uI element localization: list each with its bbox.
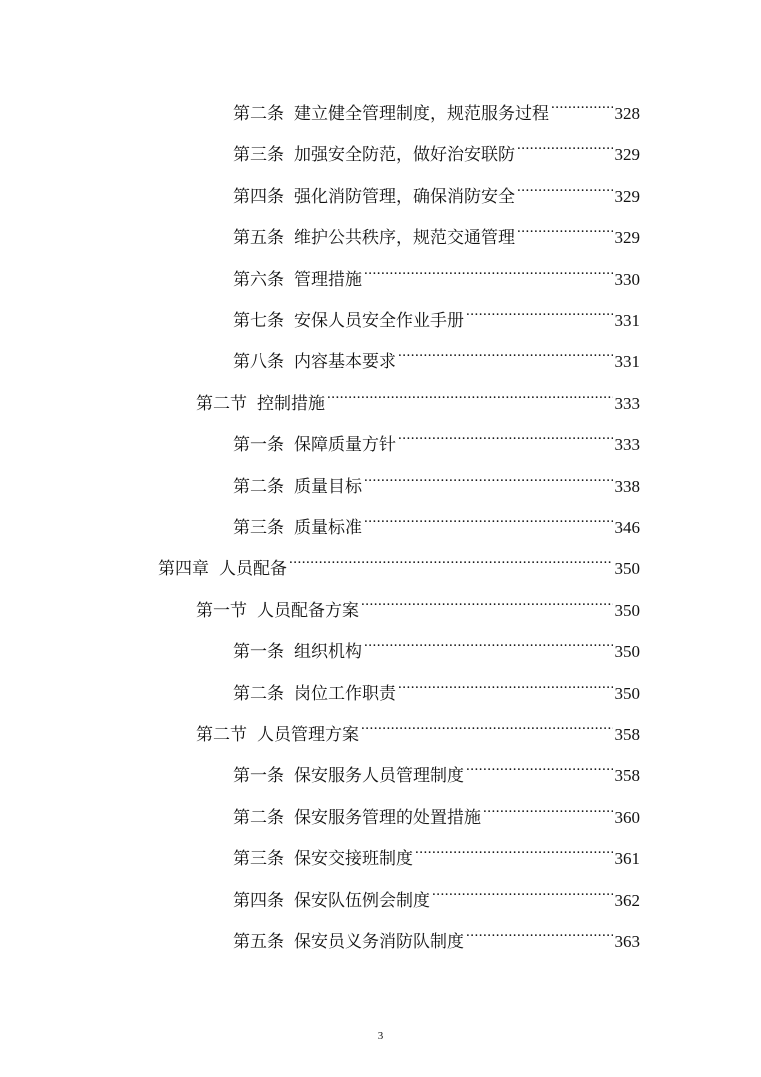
- toc-entry-number: 第八条: [233, 352, 284, 373]
- toc-entry-page: 330: [614, 269, 640, 289]
- toc-entry-number: 第一节: [196, 600, 247, 621]
- toc-entry-page: 350: [614, 642, 640, 662]
- toc-entry-page: 358: [614, 725, 640, 744]
- toc-entry-page: 331: [614, 352, 640, 372]
- toc-leader-dots: [364, 255, 613, 285]
- toc-entry[interactable]: [233, 130, 640, 166]
- toc-entry-title: 维护公共秩序，规范交通管理: [294, 228, 515, 249]
- toc-entry-number: 第二节: [196, 393, 247, 414]
- toc-leader-dots: [364, 503, 613, 533]
- toc-entry-page: 350: [614, 600, 640, 620]
- toc-leader-dots: [517, 213, 613, 243]
- toc-leader-dots: [432, 876, 613, 906]
- toc-leader-dots: [398, 420, 613, 450]
- toc-leader-dots: [364, 627, 613, 657]
- toc-entry[interactable]: [233, 669, 640, 704]
- toc-entry-title: 保安服务人员管理制度: [294, 766, 464, 787]
- toc-leader-dots: [466, 296, 613, 326]
- toc-entry-number: 第四章: [158, 559, 209, 580]
- toc-entry[interactable]: [233, 834, 640, 870]
- toc-entry-title: 保障质量方针: [294, 435, 396, 456]
- toc-entry-number: 第二条: [233, 104, 284, 124]
- toc-entry[interactable]: [233, 172, 640, 207]
- toc-entry-page: 328: [614, 104, 640, 123]
- toc-entry-page: 333: [614, 435, 640, 455]
- page-number: 3: [377, 1030, 384, 1042]
- toc-entry-page: 361: [614, 849, 640, 869]
- toc-leader-dots: [361, 586, 613, 616]
- toc-entry[interactable]: [233, 420, 640, 456]
- toc-entry-title: 内容基本要求: [294, 352, 396, 373]
- toc-leader-dots: [517, 172, 613, 202]
- toc-entry-title: 安保人员安全作业手册: [294, 311, 464, 331]
- toc-entry-number: 第一条: [233, 435, 284, 456]
- toc-entry-number: 第一条: [233, 766, 284, 787]
- toc-entry-page: 338: [614, 476, 640, 496]
- toc-leader-dots: [517, 130, 613, 160]
- toc-entry-title: 控制措施: [257, 393, 325, 414]
- toc-entry-page: 346: [614, 518, 640, 537]
- toc-entry-title: 组织机构: [294, 642, 362, 663]
- toc-entry-title: 质量目标: [294, 476, 362, 497]
- toc-leader-dots: [483, 793, 613, 823]
- toc-entry[interactable]: [233, 917, 640, 952]
- toc-entry-title: 质量标准: [294, 518, 362, 538]
- toc-leader-dots: [466, 751, 613, 781]
- toc-entry-number: 第四条: [233, 890, 284, 911]
- toc-leader-dots: [551, 89, 613, 119]
- toc-entry-title: 人员配备: [219, 559, 287, 580]
- toc-entry-number: 第一条: [233, 642, 284, 663]
- toc-entry-page: 329: [614, 228, 640, 248]
- toc-leader-dots: [415, 834, 613, 864]
- toc-entry-title: 加强安全防范，做好治安联防: [294, 145, 515, 166]
- toc-entry[interactable]: [233, 751, 640, 787]
- toc-entry-number: 第三条: [233, 145, 284, 166]
- toc-entry-number: 第五条: [233, 228, 284, 249]
- toc-entry-number: 第二条: [233, 807, 284, 828]
- toc-leader-dots: [327, 379, 613, 409]
- toc-entry[interactable]: [233, 255, 640, 290]
- toc-entry-title: 建立健全管理制度，规范服务过程: [294, 104, 549, 124]
- toc-entry-page: 329: [614, 145, 640, 165]
- toc-entry[interactable]: [233, 213, 640, 249]
- toc-entry-number: 第五条: [233, 932, 284, 952]
- toc-entry-number: 第七条: [233, 311, 284, 331]
- toc-entry[interactable]: [233, 462, 640, 497]
- toc-entry-title: 管理措施: [294, 269, 362, 290]
- toc-leader-dots: [398, 669, 613, 699]
- toc-entry-title: 强化消防管理，确保消防安全: [294, 186, 515, 207]
- toc-entry-title: 保安队伍例会制度: [294, 890, 430, 911]
- toc-entry[interactable]: [158, 544, 640, 580]
- toc-entry-title: 保安服务管理的处置措施: [294, 807, 481, 828]
- toc-entry-page: 350: [614, 683, 640, 703]
- toc-entry[interactable]: [233, 337, 640, 373]
- toc-entry[interactable]: [233, 296, 640, 331]
- toc-entry-number: 第三条: [233, 849, 284, 870]
- toc-entry[interactable]: [196, 379, 640, 414]
- toc-entry-number: 第二条: [233, 683, 284, 704]
- toc-leader-dots: [361, 710, 613, 740]
- toc-leader-dots: [398, 337, 613, 367]
- toc-entry-page: 350: [614, 559, 640, 579]
- toc-entry-title: 保安员义务消防队制度: [294, 932, 464, 952]
- toc-entry[interactable]: [196, 586, 640, 621]
- toc-entry[interactable]: [233, 876, 640, 911]
- toc-entry-title: 岗位工作职责: [294, 683, 396, 704]
- toc-entry-title: 保安交接班制度: [294, 849, 413, 870]
- toc-entry-page: 358: [614, 766, 640, 786]
- toc-entry[interactable]: [233, 89, 640, 124]
- toc-entry[interactable]: [233, 627, 640, 663]
- toc-entry[interactable]: [233, 503, 640, 538]
- toc-entry-page: 360: [614, 807, 640, 827]
- toc-leader-dots: [364, 462, 613, 492]
- toc-entry-page: 331: [614, 311, 640, 330]
- toc-entry-page: 329: [614, 186, 640, 206]
- toc-entry-page: 362: [614, 890, 640, 910]
- toc-leader-dots: [466, 917, 613, 947]
- toc-entry-number: 第二条: [233, 476, 284, 497]
- toc-entry-page: 363: [614, 932, 640, 951]
- toc-entry[interactable]: [196, 710, 640, 745]
- toc-entry-number: 第四条: [233, 186, 284, 207]
- toc-entry-page: 333: [614, 393, 640, 413]
- toc-entry-title: 人员配备方案: [257, 600, 359, 621]
- toc-entry-number: 第六条: [233, 269, 284, 290]
- toc-leader-dots: [289, 544, 613, 574]
- toc-entry-number: 第三条: [233, 518, 284, 538]
- toc-entry-number: 第二节: [196, 725, 247, 745]
- toc-entry[interactable]: [233, 793, 640, 828]
- toc-entry-title: 人员管理方案: [257, 725, 359, 745]
